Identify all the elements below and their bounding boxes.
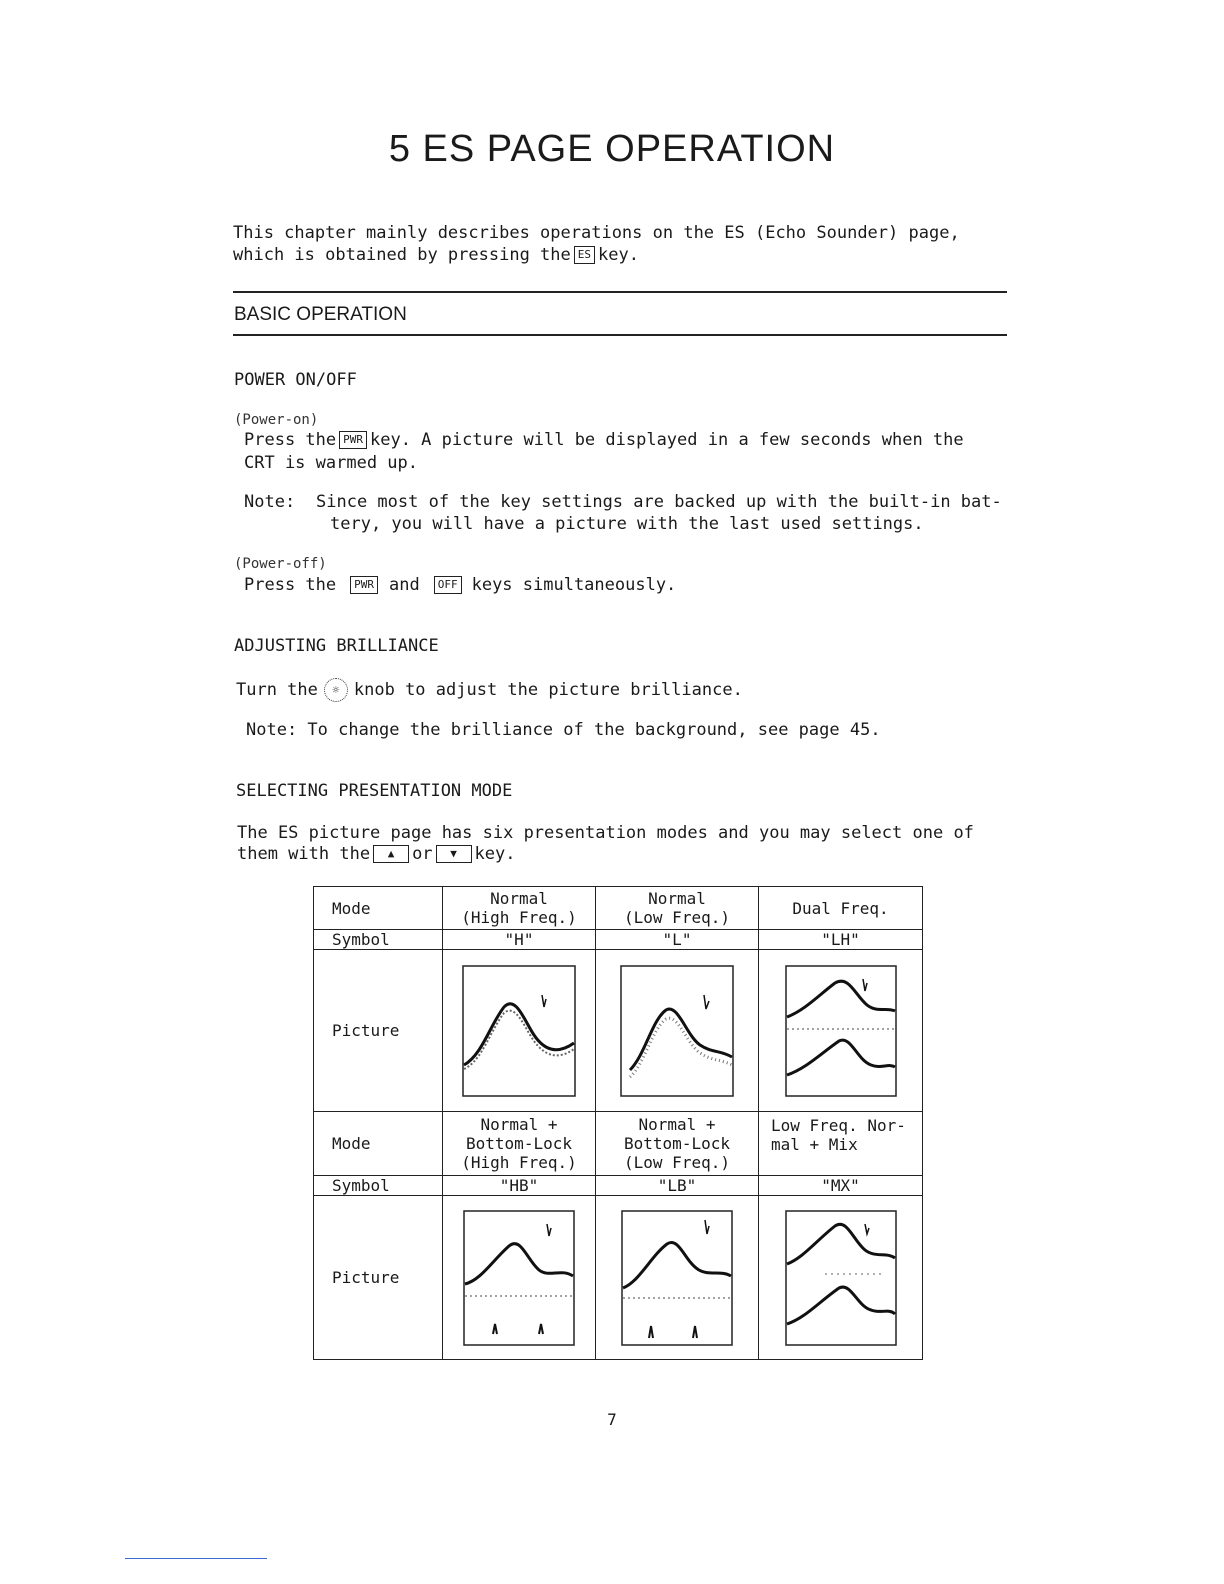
mode-lb xyxy=(596,1112,759,1176)
presentation-mode-table xyxy=(313,886,923,1360)
picture-l-cell xyxy=(596,950,759,1112)
picture-lb-cell xyxy=(596,1196,759,1360)
presentation-line-1: The ES picture page has six presentation modes and you may select one of xyxy=(237,823,974,843)
echo-picture-mx xyxy=(785,1210,897,1346)
up-arrow-key: ▲ xyxy=(373,845,409,863)
mode-mx-line-2: mal + Mix xyxy=(771,1135,858,1154)
or-text: or xyxy=(412,844,433,864)
picture-hb-cell xyxy=(443,1196,596,1360)
and-text: and xyxy=(389,575,420,595)
presentation-line-2-text: them with the xyxy=(237,844,371,864)
mode-l-line-2: (Low Freq.) xyxy=(624,908,730,927)
power-on-text: Press the xyxy=(244,430,337,450)
power-on-line-1 xyxy=(244,429,964,451)
down-arrow-key: ▼ xyxy=(436,845,472,863)
mode-label-2: Mode xyxy=(314,1112,443,1176)
mode-lb-line-3: (Low Freq.) xyxy=(624,1153,730,1172)
symbol-label-2: Symbol xyxy=(314,1176,443,1196)
presentation-line-2 xyxy=(237,843,516,865)
mode-lb-line-1: Normal + xyxy=(638,1115,716,1134)
power-on-label: (Power-on) xyxy=(234,412,319,428)
symbol-label: Symbol xyxy=(314,930,443,950)
picture-row-2 xyxy=(314,1196,923,1360)
symbol-hb: "HB" xyxy=(443,1176,596,1196)
power-on-line-2: CRT is warmed up. xyxy=(244,453,418,473)
symbol-l: "L" xyxy=(596,930,759,950)
picture-row-1 xyxy=(314,950,923,1112)
brilliance-knob-icon: ☼ xyxy=(324,678,348,702)
mode-hb-line-1: Normal + xyxy=(480,1115,558,1134)
brilliance-text: Turn the xyxy=(236,680,318,700)
symbol-row-1 xyxy=(314,930,923,950)
note-label: Note: xyxy=(244,492,296,512)
off-key: OFF xyxy=(434,576,462,594)
mode-hb xyxy=(443,1112,596,1176)
power-heading: POWER ON/OFF xyxy=(234,370,357,390)
power-off-text-end: keys simultaneously. xyxy=(471,575,677,595)
note-line-2: tery, you will have a picture with the last used settings. xyxy=(330,514,924,534)
picture-h-cell xyxy=(443,950,596,1112)
mode-mx-line-1: Low Freq. Nor- xyxy=(771,1116,906,1135)
mode-lh xyxy=(759,887,923,930)
pwr-key-2: PWR xyxy=(350,576,378,594)
echo-picture-lb xyxy=(621,1210,733,1346)
picture-lh-cell xyxy=(759,950,923,1112)
section-title: BASIC OPERATION xyxy=(234,304,407,325)
mode-row-1 xyxy=(314,887,923,930)
mode-h-line-1: Normal xyxy=(490,889,548,908)
mode-lb-line-2: Bottom-Lock xyxy=(624,1134,730,1153)
picture-mx-cell xyxy=(759,1196,923,1360)
mode-l-line-1: Normal xyxy=(648,889,706,908)
mode-h xyxy=(443,887,596,930)
section-rule-top xyxy=(233,291,1007,293)
brilliance-line xyxy=(236,678,743,702)
symbol-lh: "LH" xyxy=(759,930,923,950)
symbol-row-2 xyxy=(314,1176,923,1196)
page-number: 7 xyxy=(607,1410,617,1429)
intro-line-2-end: key. xyxy=(598,245,639,265)
note-line-1: Since most of the key settings are backed up with the built-in bat- xyxy=(316,492,1002,512)
mode-h-line-2: (High Freq.) xyxy=(461,908,577,927)
footer-rule xyxy=(125,1558,267,1559)
echo-picture-h xyxy=(462,965,576,1097)
power-off-line xyxy=(244,574,676,596)
intro-line-2-text: which is obtained by pressing the xyxy=(233,245,571,265)
symbol-mx: "MX" xyxy=(759,1176,923,1196)
brilliance-text-end: knob to adjust the picture brilliance. xyxy=(353,680,743,700)
mode-hb-line-3: (High Freq.) xyxy=(461,1153,577,1172)
mode-row-2 xyxy=(314,1112,923,1176)
es-key: ES xyxy=(574,246,595,264)
pwr-key: PWR xyxy=(339,431,367,449)
picture-label-2: Picture xyxy=(314,1196,443,1360)
symbol-lb: "LB" xyxy=(596,1176,759,1196)
mode-hb-line-2: Bottom-Lock xyxy=(466,1134,572,1153)
intro-line-2 xyxy=(233,244,639,266)
mode-lh-line-1: Dual Freq. xyxy=(792,898,889,918)
symbol-h: "H" xyxy=(443,930,596,950)
mode-label: Mode xyxy=(314,887,443,930)
section-rule-bottom xyxy=(233,334,1007,336)
echo-picture-l xyxy=(620,965,734,1097)
picture-label: Picture xyxy=(314,950,443,1112)
mode-mx xyxy=(759,1112,923,1176)
power-off-text: Press the xyxy=(244,575,337,595)
echo-picture-hb xyxy=(463,1210,575,1346)
mode-l xyxy=(596,887,759,930)
power-on-text-end: key. A picture will be displayed in a few seconds when the xyxy=(370,430,964,450)
page-title: 5 ES PAGE OPERATION xyxy=(388,128,836,170)
brilliance-heading: ADJUSTING BRILLIANCE xyxy=(234,636,439,656)
presentation-line-2-end: key. xyxy=(474,844,516,864)
presentation-heading: SELECTING PRESENTATION MODE xyxy=(236,781,513,801)
intro-line-1: This chapter mainly describes operations on the ES (Echo Sounder) page, xyxy=(233,223,960,243)
power-off-label: (Power-off) xyxy=(234,556,327,572)
brilliance-note: Note: To change the brilliance of the background, see page 45. xyxy=(246,720,881,740)
echo-picture-lh xyxy=(785,965,897,1097)
